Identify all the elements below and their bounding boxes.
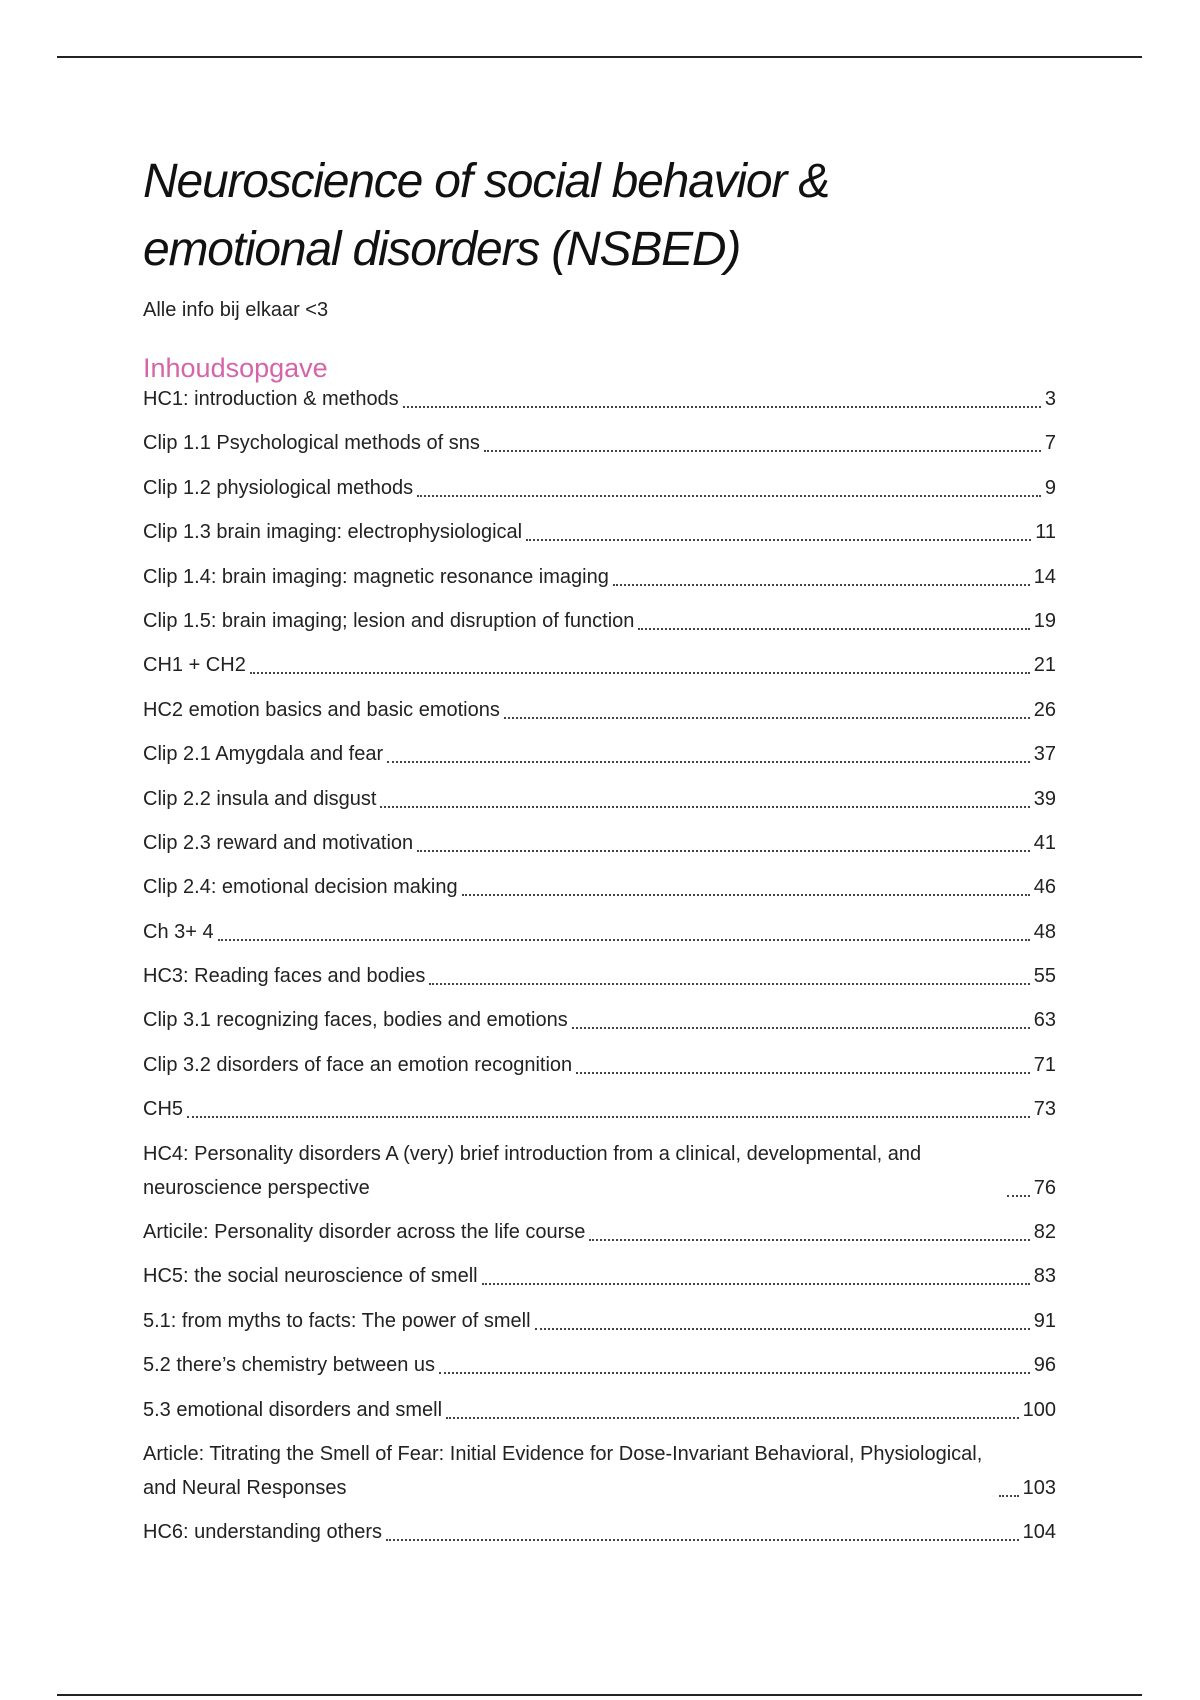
toc-entry-page-number: 82 bbox=[1033, 1221, 1056, 1244]
toc-entry-label[interactable]: Ch 3+ 4 bbox=[143, 920, 214, 943]
toc-entry[interactable] bbox=[143, 782, 1056, 816]
toc-entry-page-number: 48 bbox=[1033, 920, 1056, 943]
toc-dot-leader bbox=[535, 1328, 1030, 1330]
toc-dot-leader bbox=[572, 1027, 1030, 1029]
document-title bbox=[143, 148, 1056, 284]
top-divider bbox=[57, 56, 1142, 58]
toc-entry-page-number: 91 bbox=[1033, 1309, 1056, 1332]
toc-dot-leader bbox=[387, 761, 1030, 763]
toc-entry-page-number: 7 bbox=[1044, 432, 1056, 455]
toc-entry-label[interactable]: 5.1: from myths to facts: The power of smell bbox=[143, 1309, 531, 1332]
toc-dot-leader bbox=[589, 1239, 1029, 1241]
toc-entry[interactable] bbox=[143, 1393, 1056, 1427]
bottom-divider bbox=[57, 1694, 1142, 1696]
toc-entry-page-number: 96 bbox=[1033, 1354, 1056, 1377]
toc-entry[interactable] bbox=[143, 1437, 1056, 1505]
toc-entry-page-number: 14 bbox=[1033, 565, 1056, 588]
toc-entry[interactable] bbox=[143, 382, 1056, 416]
toc-entry[interactable] bbox=[143, 1092, 1056, 1126]
document-page bbox=[143, 148, 1056, 1560]
toc-entry-page-number: 9 bbox=[1044, 476, 1056, 499]
toc-entry-label[interactable]: Clip 2.3 reward and motivation bbox=[143, 831, 414, 854]
toc-entry[interactable] bbox=[143, 693, 1056, 727]
toc-dot-leader bbox=[417, 850, 1030, 852]
toc-entry-label[interactable]: HC2 emotion basics and basic emotions bbox=[143, 698, 500, 721]
toc-entry-page-number: 103 bbox=[1022, 1476, 1056, 1499]
toc-dot-leader bbox=[446, 1417, 1019, 1419]
toc-entry[interactable] bbox=[143, 1259, 1056, 1293]
toc-entry-label[interactable]: 5.2 there’s chemistry between us bbox=[143, 1354, 436, 1377]
toc-entry[interactable] bbox=[143, 648, 1056, 682]
toc-entry[interactable] bbox=[143, 1137, 1056, 1205]
toc-entry-page-number: 83 bbox=[1033, 1265, 1056, 1288]
toc-dot-leader bbox=[1007, 1195, 1030, 1197]
toc-entry-label[interactable]: Clip 2.2 insula and disgust bbox=[143, 787, 377, 810]
toc-entry-page-number: 19 bbox=[1033, 609, 1056, 632]
toc-entry-label[interactable]: 5.3 emotional disorders and smell bbox=[143, 1398, 443, 1421]
toc-dot-leader bbox=[187, 1116, 1030, 1118]
toc-entry-label[interactable]: HC3: Reading faces and bodies bbox=[143, 965, 426, 988]
toc-dot-leader bbox=[250, 672, 1030, 674]
toc-entry[interactable] bbox=[143, 515, 1056, 549]
toc-entry-page-number: 39 bbox=[1033, 787, 1056, 810]
toc-entry[interactable] bbox=[143, 1515, 1056, 1549]
document-subtitle: Alle info bij elkaar <3 bbox=[143, 299, 329, 321]
toc-dot-leader bbox=[417, 495, 1041, 497]
toc-entry-label[interactable]: Article: Titrating the Smell of Fear: Initial Evidence for Dose-Invariant Behavioral, Physiological, and Neural Responses bbox=[143, 1442, 983, 1499]
toc-entry-label[interactable]: CH5 bbox=[143, 1098, 184, 1121]
toc-entry[interactable] bbox=[143, 1003, 1056, 1037]
toc-entry-page-number: 73 bbox=[1033, 1098, 1056, 1121]
toc-dot-leader bbox=[439, 1372, 1030, 1374]
document-title-line-1: Neuroscience of social behavior & bbox=[143, 155, 830, 208]
toc-entry[interactable] bbox=[143, 560, 1056, 594]
toc-entry-label[interactable]: HC5: the social neuroscience of smell bbox=[143, 1265, 478, 1288]
toc-entry-page-number: 26 bbox=[1033, 698, 1056, 721]
toc-entry-label[interactable]: HC6: understanding others bbox=[143, 1521, 383, 1544]
toc-entry-label[interactable]: Clip 1.5: brain imaging; lesion and disruption of function bbox=[143, 609, 635, 632]
toc-entry[interactable] bbox=[143, 826, 1056, 860]
toc-entry-label[interactable]: Clip 2.4: emotional decision making bbox=[143, 876, 458, 899]
toc-entry-page-number: 41 bbox=[1033, 831, 1056, 854]
toc-heading: Inhoudsopgave bbox=[143, 353, 328, 383]
toc-dot-leader bbox=[999, 1495, 1019, 1497]
toc-entry-label[interactable]: HC4: Personality disorders A (very) brief introduction from a clinical, developmental, and neuroscience perspective bbox=[143, 1142, 922, 1199]
toc-entry[interactable] bbox=[143, 959, 1056, 993]
toc-entry-page-number: 55 bbox=[1033, 965, 1056, 988]
toc-entry[interactable] bbox=[143, 1348, 1056, 1382]
toc-entry-page-number: 76 bbox=[1033, 1176, 1056, 1199]
toc-entry-page-number: 3 bbox=[1044, 388, 1056, 410]
document-title-line-2: emotional disorders (NSBED) bbox=[143, 223, 741, 276]
toc-entry[interactable] bbox=[143, 471, 1056, 505]
toc-dot-leader bbox=[504, 717, 1030, 719]
toc-entry-label[interactable]: Clip 3.2 disorders of face an emotion recognition bbox=[143, 1053, 573, 1076]
toc-entry-label[interactable]: Articile: Personality disorder across the life course bbox=[143, 1221, 586, 1244]
toc-entry[interactable] bbox=[143, 604, 1056, 638]
toc-dot-leader bbox=[462, 894, 1030, 896]
toc-dot-leader bbox=[526, 539, 1031, 541]
toc-entry[interactable] bbox=[143, 1215, 1056, 1249]
toc-entry[interactable] bbox=[143, 870, 1056, 904]
toc-entry-label[interactable]: HC1: introduction & methods bbox=[143, 388, 399, 410]
toc-dot-leader bbox=[403, 406, 1041, 408]
toc-dot-leader bbox=[218, 939, 1030, 941]
toc-entry-page-number: 46 bbox=[1033, 876, 1056, 899]
toc-entry-label[interactable]: Clip 1.4: brain imaging: magnetic resonance imaging bbox=[143, 565, 609, 588]
toc-dot-leader bbox=[638, 628, 1029, 630]
toc-entry-page-number: 71 bbox=[1033, 1053, 1056, 1076]
toc-dot-leader bbox=[484, 450, 1041, 452]
toc-entry-label[interactable]: Clip 1.3 brain imaging: electrophysiological bbox=[143, 521, 523, 544]
toc-entry-label[interactable]: Clip 3.1 recognizing faces, bodies and emotions bbox=[143, 1009, 568, 1032]
toc-entry[interactable] bbox=[143, 737, 1056, 771]
toc-dot-leader bbox=[613, 584, 1030, 586]
toc-entry-page-number: 21 bbox=[1033, 654, 1056, 677]
toc-dot-leader bbox=[482, 1283, 1030, 1285]
toc-entry[interactable] bbox=[143, 1048, 1056, 1082]
toc-entry-page-number: 37 bbox=[1033, 743, 1056, 766]
toc-entry-page-number: 63 bbox=[1033, 1009, 1056, 1032]
toc-dot-leader bbox=[576, 1072, 1030, 1074]
toc-dot-leader bbox=[386, 1539, 1019, 1541]
toc-entry-page-number: 104 bbox=[1022, 1521, 1056, 1544]
toc-entry-page-number: 11 bbox=[1035, 521, 1056, 544]
toc-entry-label[interactable]: Clip 1.1 Psychological methods of sns bbox=[143, 432, 480, 455]
toc-dot-leader bbox=[429, 983, 1029, 985]
toc-entry-label[interactable]: CH1 + CH2 bbox=[143, 654, 246, 677]
toc-entry-label[interactable]: Clip 2.1 Amygdala and fear bbox=[143, 743, 384, 766]
toc-entry-label[interactable]: Clip 1.2 physiological methods bbox=[143, 476, 414, 499]
toc-entry[interactable] bbox=[143, 1304, 1056, 1338]
table-of-contents bbox=[143, 382, 1056, 1549]
toc-entry-page-number: 100 bbox=[1022, 1398, 1056, 1421]
toc-entry[interactable] bbox=[143, 915, 1056, 949]
toc-dot-leader bbox=[380, 806, 1029, 808]
toc-entry[interactable] bbox=[143, 426, 1056, 460]
